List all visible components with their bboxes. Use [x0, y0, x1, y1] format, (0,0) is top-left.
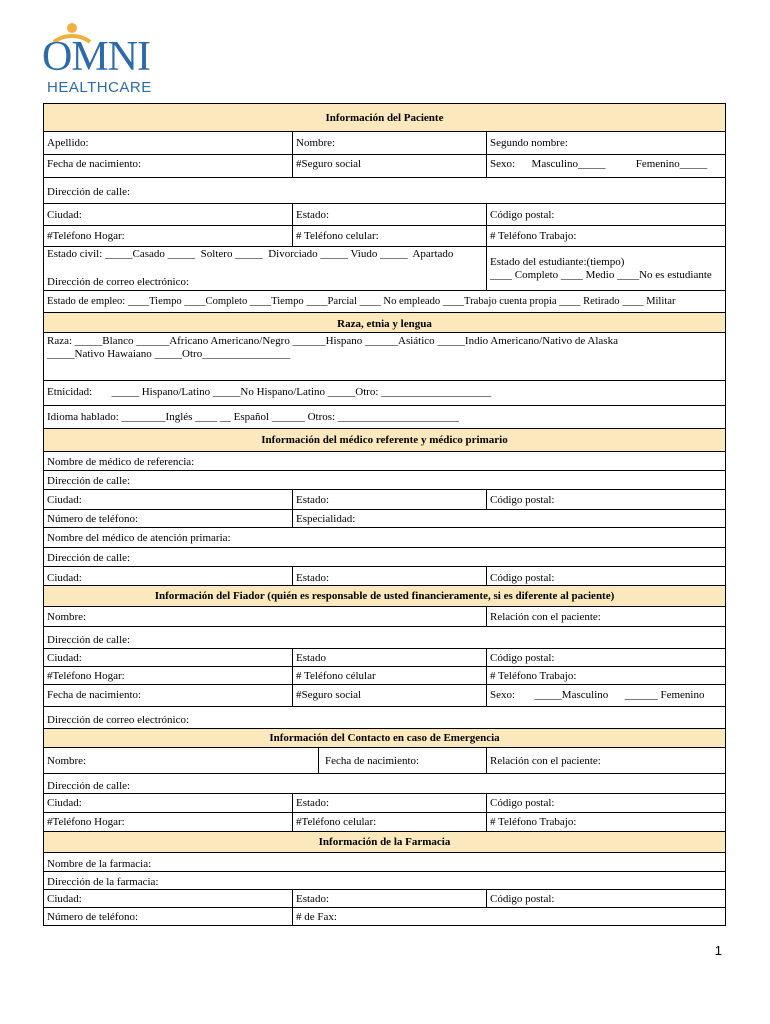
- row-language: [44, 406, 725, 429]
- raza-field[interactable]: [44, 333, 725, 380]
- telefono-celular-field[interactable]: #Teléfono celular:: [292, 813, 486, 831]
- fax-field[interactable]: # de Fax:: [292, 908, 725, 925]
- ciudad-field[interactable]: Ciudad:: [47, 652, 82, 664]
- nombre-field[interactable]: Nombre:: [47, 755, 87, 767]
- direccion-farmacia-field[interactable]: Dirección de la farmacia:: [47, 876, 159, 888]
- segundo-nombre-field[interactable]: Segundo nombre:: [486, 132, 725, 154]
- row-pharmacy-city: [44, 890, 725, 908]
- row-city: [44, 204, 725, 226]
- idioma-field[interactable]: Idioma hablado: ________Inglés ____ __ Español ______ Otros: ______________________: [47, 411, 459, 423]
- logo-wordmark: OMNI: [42, 34, 150, 80]
- telefono-hogar-field[interactable]: #Teléfono Hogar:: [47, 230, 125, 242]
- sexo-field[interactable]: Sexo: Masculino_____ Femenino_____: [486, 155, 725, 177]
- row-guarantor-address: [44, 627, 725, 649]
- row-race: [44, 333, 725, 381]
- row-ref-address: [44, 471, 725, 490]
- row-emergency-address: [44, 774, 725, 794]
- section-title: Información del médico referente y médico primario: [261, 434, 508, 446]
- telefono-celular-field[interactable]: # Teléfono célular: [292, 667, 486, 684]
- section-header-pharmacy: [44, 832, 725, 853]
- fecha-nacimiento-field[interactable]: Fecha de nacimiento:: [47, 158, 142, 170]
- section-title: Raza, etnia y lengua: [337, 318, 432, 330]
- estado-field[interactable]: Estado:: [292, 490, 486, 509]
- estado-civil-field[interactable]: Estado civil: _____Casado _____ Soltero _____ Divorciado _____ Viudo _____ Apartado: [47, 248, 454, 260]
- row-ref-name: [44, 452, 725, 471]
- row-guarantor-name: [44, 607, 725, 627]
- codigo-postal-field[interactable]: Código postal:: [486, 794, 725, 812]
- raza-line-1: Raza: _____Blanco ______Africano Americano/Negro ______Hispano ______Asiático _____Indio Americano/Nativo de Alaska: [47, 335, 618, 347]
- nombre-field[interactable]: Nombre:: [292, 132, 486, 154]
- medico-referencia-field[interactable]: Nombre de médico de referencia:: [47, 456, 195, 468]
- direccion-field[interactable]: Dirección de calle:: [47, 780, 131, 792]
- section-header-physician: [44, 429, 725, 452]
- telefono-field[interactable]: Número de teléfono:: [47, 911, 139, 923]
- nombre-farmacia-field[interactable]: Nombre de la farmacia:: [47, 858, 152, 870]
- estado-field[interactable]: Estado:: [292, 794, 486, 812]
- row-guarantor-phones: [44, 667, 725, 685]
- telefono-hogar-field[interactable]: #Teléfono Hogar:: [47, 816, 125, 828]
- correo-field[interactable]: Dirección de correo electrónico:: [47, 714, 190, 726]
- section-header-guarantor: [44, 586, 725, 607]
- row-primary-address: [44, 548, 725, 567]
- etnicidad-field[interactable]: Etnicidad: _____ Hispano/Latino _____No Hispano/Latino _____Otro: ____________________: [47, 386, 492, 398]
- row-employment: [44, 291, 725, 313]
- page-number: 1: [714, 943, 722, 958]
- section-header-patient: [44, 104, 725, 132]
- direccion-field[interactable]: Dirección de calle:: [47, 552, 131, 564]
- codigo-postal-field[interactable]: Código postal:: [486, 204, 725, 225]
- fecha-nacimiento-field[interactable]: Fecha de nacimiento:: [318, 748, 486, 773]
- row-birth: [44, 155, 725, 178]
- correo-field[interactable]: Dirección de correo electrónico:: [47, 276, 190, 288]
- estudiante-options: ____ Completo ____ Medio ____No es estudiante: [490, 269, 712, 281]
- row-civil-student: [44, 247, 725, 291]
- row-emergency-name: [44, 748, 725, 774]
- row-guarantor-email: [44, 707, 725, 729]
- seguro-social-field[interactable]: #Seguro social: [292, 155, 486, 177]
- ciudad-field[interactable]: Ciudad:: [47, 572, 82, 584]
- direccion-field[interactable]: Dirección de calle:: [47, 186, 131, 198]
- logo-subtitle: HEALTHCARE: [47, 79, 152, 96]
- telefono-celular-field[interactable]: # Teléfono celular:: [292, 226, 486, 246]
- telefono-field[interactable]: Número de teléfono:: [47, 513, 139, 525]
- section-title: Información del Fiador (quién es responsable de usted financieramente, si es diferente al paciente): [154, 590, 615, 602]
- row-ref-phone: [44, 510, 725, 528]
- row-emergency-city: [44, 794, 725, 813]
- telefono-hogar-field[interactable]: #Teléfono Hogar:: [47, 670, 125, 682]
- omni-healthcare-logo: [42, 20, 162, 96]
- row-ref-city: [44, 490, 725, 510]
- section-title: Información del Paciente: [325, 112, 444, 124]
- row-pharmacy-phone: [44, 908, 725, 926]
- telefono-trabajo-field[interactable]: # Teléfono Trabajo:: [486, 226, 725, 246]
- direccion-field[interactable]: Dirección de calle:: [47, 634, 131, 646]
- estudiante-label: Estado del estudiante:(tiempo): [490, 256, 625, 268]
- nombre-field[interactable]: Nombre:: [47, 611, 87, 623]
- row-pharmacy-address: [44, 872, 725, 890]
- row-guarantor-city: [44, 649, 725, 667]
- codigo-postal-field[interactable]: Código postal:: [486, 567, 725, 585]
- codigo-postal-field[interactable]: Código postal:: [486, 649, 725, 666]
- row-ethnicity: [44, 381, 725, 406]
- telefono-trabajo-field[interactable]: # Teléfono Trabajo:: [486, 667, 725, 684]
- row-primary-name: [44, 528, 725, 548]
- sexo-field[interactable]: Sexo: _____Masculino ______ Femenino: [486, 685, 725, 706]
- codigo-postal-field[interactable]: Código postal:: [486, 890, 725, 907]
- estado-field[interactable]: Estado: [292, 649, 486, 666]
- row-pharmacy-name: [44, 853, 725, 872]
- especialidad-field[interactable]: Especialidad:: [292, 510, 725, 527]
- raza-line-2: _____Nativo Hawaiano _____Otro________________: [47, 348, 291, 360]
- section-title: Información del Contacto en caso de Emergencia: [269, 732, 500, 744]
- direccion-field[interactable]: Dirección de calle:: [47, 475, 131, 487]
- relacion-field[interactable]: Relación con el paciente:: [486, 748, 725, 773]
- relacion-field[interactable]: Relación con el paciente:: [486, 607, 725, 626]
- seguro-social-field[interactable]: #Seguro social: [292, 685, 486, 706]
- row-names: [44, 132, 725, 155]
- section-header-emergency: [44, 729, 725, 748]
- row-emergency-phones: [44, 813, 725, 832]
- section-title: Información de la Farmacia: [318, 836, 451, 848]
- estado-field[interactable]: Estado:: [292, 567, 486, 585]
- row-primary-city: [44, 567, 725, 586]
- row-guarantor-birth: [44, 685, 725, 707]
- row-phones: [44, 226, 725, 247]
- estado-field[interactable]: Estado:: [292, 204, 486, 225]
- ciudad-field[interactable]: Ciudad:: [47, 797, 82, 809]
- apellido-field[interactable]: Apellido:: [47, 137, 89, 149]
- ciudad-field[interactable]: Ciudad:: [47, 209, 82, 221]
- estado-field[interactable]: Estado:: [292, 890, 486, 907]
- medico-primario-field[interactable]: Nombre del médico de atención primaria:: [47, 532, 231, 544]
- ciudad-field[interactable]: Ciudad:: [47, 893, 82, 905]
- patient-form: [43, 103, 726, 926]
- estado-estudiante-field[interactable]: [486, 247, 725, 290]
- fecha-nacimiento-field[interactable]: Fecha de nacimiento:: [47, 689, 142, 701]
- codigo-postal-field[interactable]: Código postal:: [486, 490, 725, 509]
- section-header-race: [44, 313, 725, 333]
- estado-empleo-field[interactable]: Estado de empleo: ____Tiempo ____Completo ____Tiempo ____Parcial ____ No empleado ____Trabajo cuenta propia ____ Retirado ____ Militar: [47, 296, 676, 307]
- row-address: [44, 178, 725, 204]
- telefono-trabajo-field[interactable]: # Teléfono Trabajo:: [486, 813, 725, 831]
- ciudad-field[interactable]: Ciudad:: [47, 494, 82, 506]
